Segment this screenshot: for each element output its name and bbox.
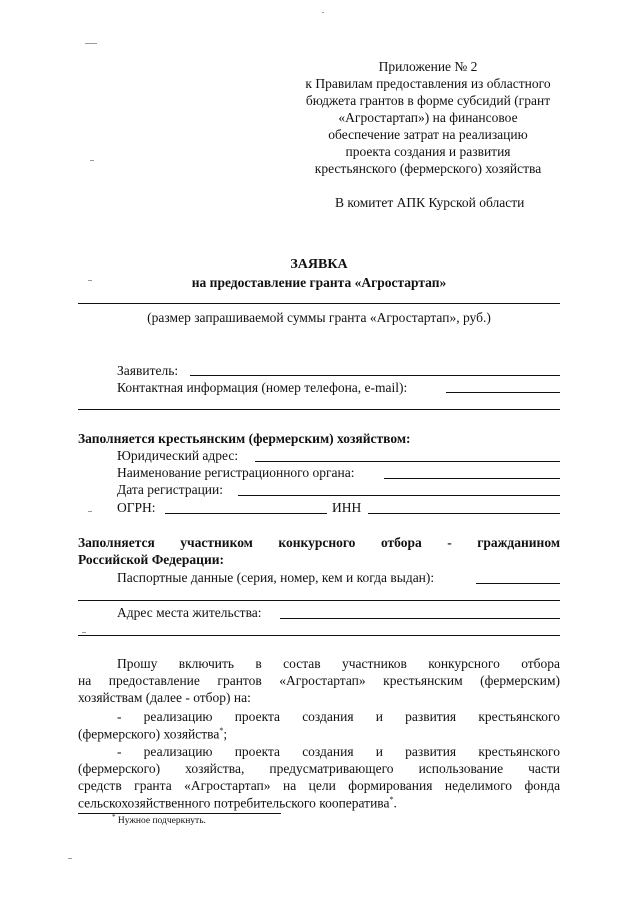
citizen-section-heading-cont: Российской Федерации: bbox=[78, 552, 225, 567]
word: использование bbox=[418, 761, 504, 776]
footnote-text: Нужное подчеркнуть. bbox=[115, 816, 206, 827]
legal-address-field[interactable] bbox=[255, 461, 560, 462]
document-subtitle: на предоставление гранта «Агростартап» bbox=[191, 275, 447, 290]
appendix-line: «Агростартап») на финансовое bbox=[338, 110, 518, 125]
heading-word: Заполняется bbox=[78, 535, 155, 550]
citizen-section-heading bbox=[78, 535, 560, 551]
inn-label: ИНН bbox=[332, 500, 362, 515]
applicant-field[interactable] bbox=[190, 375, 560, 376]
appendix-title: Приложение № 2 bbox=[378, 59, 478, 74]
residence-field[interactable] bbox=[280, 618, 560, 619]
option-2-line bbox=[78, 778, 560, 794]
addressee: В комитет АПК Курской области bbox=[335, 195, 525, 210]
residence-label: Адрес места жительства: bbox=[117, 605, 262, 620]
passport-field[interactable] bbox=[476, 583, 560, 584]
word: в bbox=[255, 656, 262, 671]
word: и bbox=[375, 709, 383, 724]
heading-word: - bbox=[447, 535, 452, 550]
scan-speck bbox=[90, 160, 94, 161]
word: развития bbox=[405, 744, 457, 759]
footnote bbox=[112, 813, 206, 826]
word: «Агростартап» bbox=[184, 778, 271, 793]
footnote-ref: * bbox=[219, 726, 224, 735]
word: создания bbox=[302, 744, 354, 759]
word: создания bbox=[302, 709, 354, 724]
appendix-line: крестьянского (фермерского) хозяйства bbox=[314, 161, 542, 176]
contact-label: Контактная информация (номер телефона, e-mail): bbox=[117, 380, 408, 395]
word: состав bbox=[283, 656, 321, 671]
farm-section-heading: Заполняется крестьянским (фермерским) хозяйством: bbox=[78, 431, 411, 446]
option-1-cont[interactable] bbox=[78, 726, 227, 743]
word: реализацию bbox=[143, 744, 213, 759]
registration-date-field[interactable] bbox=[238, 495, 560, 496]
appendix-line: к Правилам предоставления из областного bbox=[305, 76, 551, 91]
option-2-cont[interactable] bbox=[78, 795, 397, 812]
word: проекта bbox=[234, 709, 281, 724]
grant-amount-field[interactable] bbox=[78, 303, 560, 304]
footnote-mark: * bbox=[112, 813, 116, 821]
ogrn-field[interactable] bbox=[165, 513, 327, 514]
word: «Агростартап» bbox=[279, 673, 366, 688]
request-line bbox=[78, 673, 560, 689]
ogrn-label: ОГРН: bbox=[117, 500, 156, 515]
scan-speck bbox=[68, 858, 72, 859]
option-2-text: сельскохозяйственного потребительского кооператива bbox=[78, 795, 390, 811]
word: участников bbox=[341, 656, 407, 671]
heading-word: участником bbox=[180, 535, 253, 550]
inn-field[interactable] bbox=[368, 513, 560, 514]
heading-word: гражданином bbox=[477, 535, 561, 550]
word: крестьянского bbox=[478, 709, 560, 724]
word: отбора bbox=[521, 656, 561, 671]
footnote-ref: * bbox=[389, 795, 394, 804]
word: предусматривающего bbox=[269, 761, 394, 776]
word: (фермерским) bbox=[480, 673, 561, 688]
option-1-text: (фермерского) хозяйства bbox=[78, 726, 220, 742]
word: гранта bbox=[134, 778, 172, 793]
passport-label: Паспортные данные (серия, номер, кем и когда выдан): bbox=[117, 570, 435, 585]
word: хозяйства, bbox=[185, 761, 245, 776]
document-title: ЗАЯВКА bbox=[290, 257, 348, 272]
punctuation: . bbox=[393, 795, 397, 811]
appendix-line: бюджета грантов в форме субсидий (грант bbox=[305, 93, 551, 108]
appendix-line: обеспечение затрат на реализацию bbox=[328, 127, 528, 142]
scan-speck bbox=[322, 12, 324, 13]
word: Прошу bbox=[117, 656, 158, 671]
appendix-line: проекта создания и развития bbox=[345, 144, 511, 159]
legal-address-label: Юридический адрес: bbox=[117, 448, 239, 463]
residence-field-continuation[interactable] bbox=[78, 635, 560, 636]
heading-word: отбора bbox=[380, 535, 422, 550]
word: фонда bbox=[524, 778, 561, 793]
word: развития bbox=[405, 709, 457, 724]
contact-field[interactable] bbox=[446, 392, 560, 393]
word: и bbox=[375, 744, 383, 759]
registration-date-label: Дата регистрации: bbox=[117, 482, 224, 497]
request-line: хозяйствам (далее - отбор) на: bbox=[78, 690, 251, 705]
word: предоставление bbox=[108, 673, 200, 688]
option-2-line bbox=[117, 744, 560, 760]
scan-speck bbox=[85, 43, 97, 44]
word: конкурсного bbox=[428, 656, 500, 671]
word: части bbox=[528, 761, 561, 776]
option-1-line bbox=[117, 709, 560, 725]
amount-caption: (размер запрашиваемой суммы гранта «Агростартап», руб.) bbox=[147, 310, 491, 325]
word: включить bbox=[178, 656, 235, 671]
heading-word: конкурсного bbox=[278, 535, 356, 550]
appendix-block bbox=[278, 58, 578, 177]
applicant-label: Заявитель: bbox=[117, 363, 179, 378]
word: на bbox=[78, 673, 92, 688]
option-2-line bbox=[78, 761, 560, 777]
contact-field-continuation[interactable] bbox=[78, 409, 560, 410]
scan-speck bbox=[82, 632, 86, 633]
scan-speck bbox=[88, 511, 92, 512]
request-line bbox=[117, 656, 560, 672]
word: на bbox=[282, 778, 297, 793]
word: формирования bbox=[348, 778, 433, 793]
word: - bbox=[117, 744, 122, 759]
word: проекта bbox=[234, 744, 281, 759]
word: неделимого bbox=[444, 778, 513, 793]
word: - bbox=[117, 709, 122, 724]
word: (фермерского) bbox=[78, 761, 161, 776]
registration-authority-field[interactable] bbox=[384, 478, 560, 479]
word: средств bbox=[78, 778, 122, 793]
word: реализацию bbox=[143, 709, 213, 724]
word: цели bbox=[308, 778, 336, 793]
word: крестьянским bbox=[383, 673, 463, 688]
word: грантов bbox=[217, 673, 262, 688]
punctuation: ; bbox=[223, 726, 228, 742]
passport-field-continuation[interactable] bbox=[78, 600, 560, 601]
registration-authority-label: Наименование регистрационного органа: bbox=[117, 465, 355, 480]
word: крестьянского bbox=[478, 744, 560, 759]
